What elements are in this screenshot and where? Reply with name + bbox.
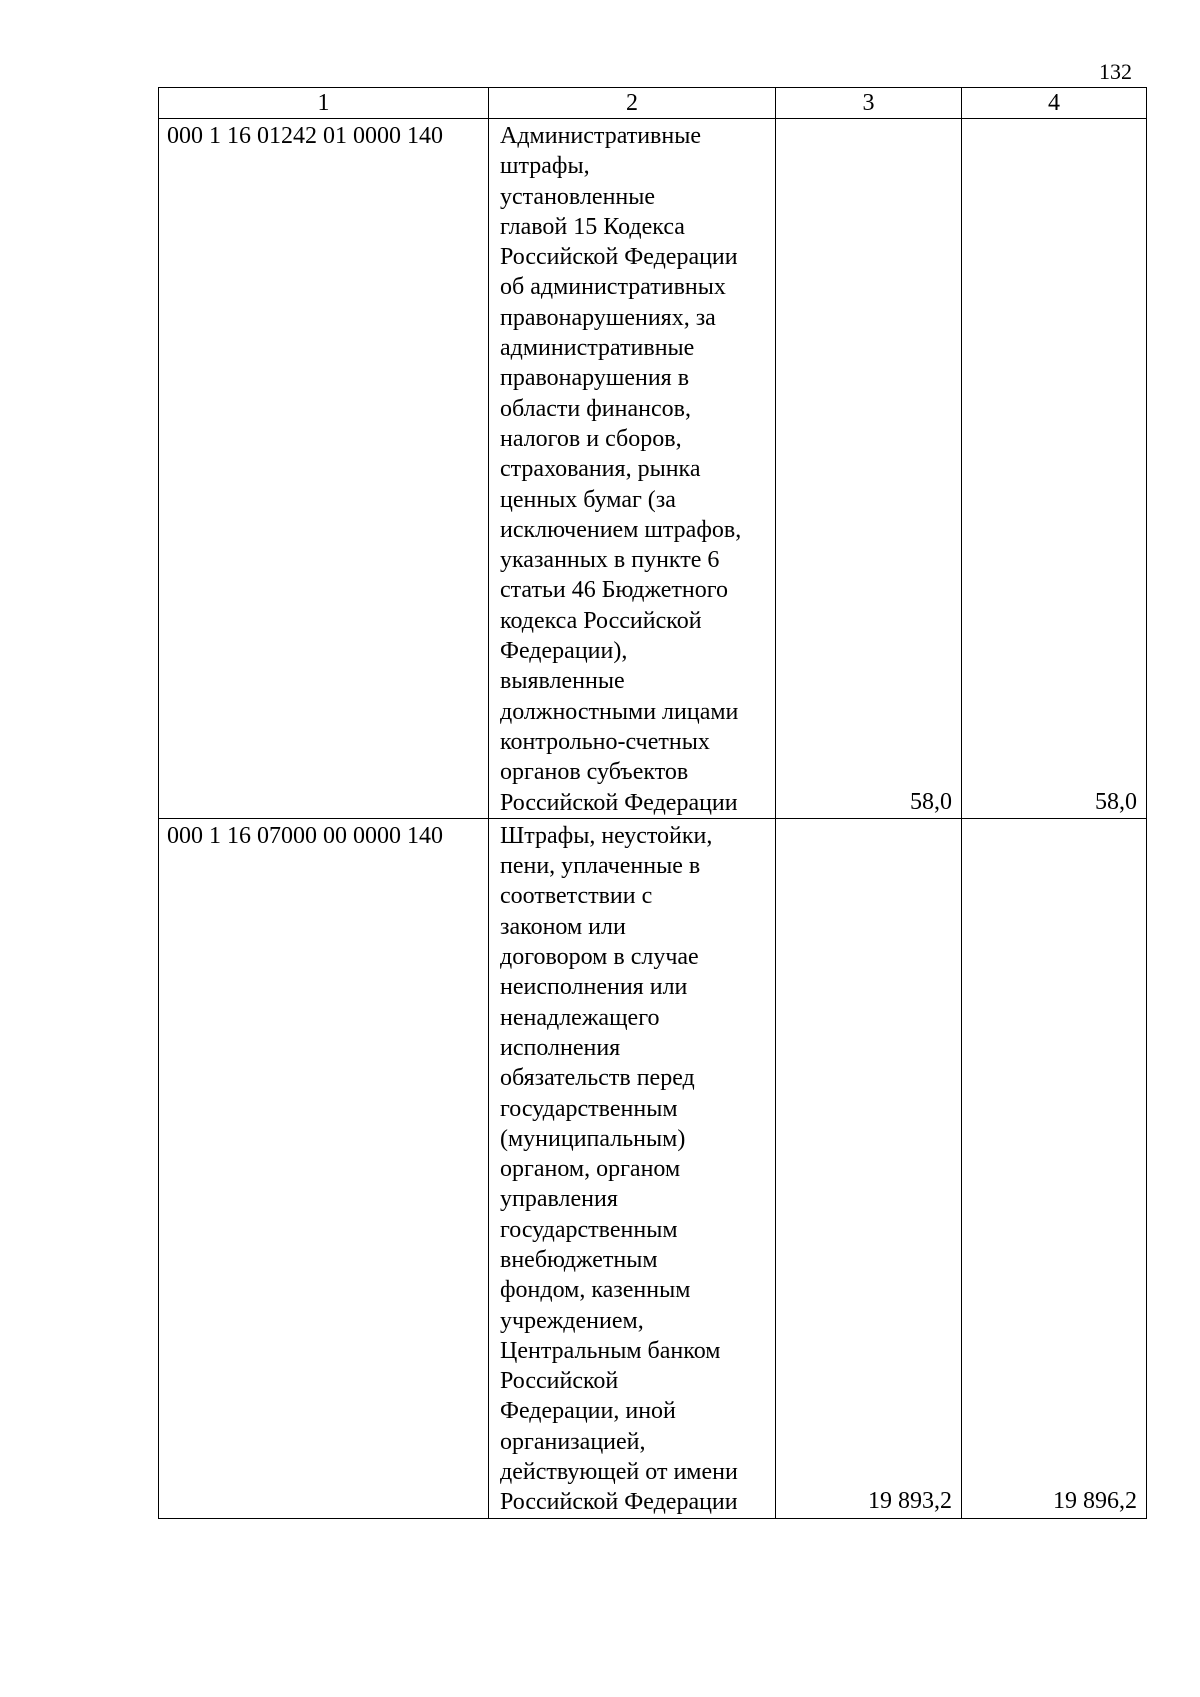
income-name-line: обязательств перед xyxy=(500,1065,695,1092)
income-name-line: ценных бумаг (за xyxy=(500,486,676,513)
income-name-line: правонарушениях, за xyxy=(500,304,716,331)
income-name-line: Российской Федерации xyxy=(500,789,738,816)
income-name-line: штрафы, xyxy=(500,153,590,180)
income-name-line: указанных в пункте 6 xyxy=(500,547,720,574)
income-name-line: государственным xyxy=(500,1095,678,1122)
income-name-line: выявленные xyxy=(500,668,625,695)
income-name-line: фондом, казенным xyxy=(500,1277,691,1304)
income-name-line: Федерации, иной xyxy=(500,1398,676,1425)
budget-code-cell: 000 1 16 07000 00 0000 140 xyxy=(159,818,489,1518)
income-name-line: соответствии с xyxy=(500,883,653,910)
income-name-line: неисполнения или xyxy=(500,974,688,1001)
income-name-line: Российской Федерации xyxy=(500,1489,738,1516)
income-name-line: административные xyxy=(500,335,695,362)
income-name-line: учреждением, xyxy=(500,1307,644,1334)
income-name-line: органом, органом xyxy=(500,1156,681,1183)
income-name-line: контрольно-счетных xyxy=(500,728,710,755)
table-row xyxy=(159,119,1147,819)
income-name-line: кодекса Российской xyxy=(500,607,702,634)
income-name-line: договором в случае xyxy=(500,944,699,971)
amount-col-3-cell: 58,0 xyxy=(776,119,962,819)
income-name-line: законом или xyxy=(500,913,626,940)
income-name-line: исполнения xyxy=(500,1034,621,1061)
income-name-line: Штрафы, неустойки, xyxy=(500,822,713,849)
income-name-line: налогов и сборов, xyxy=(500,425,682,452)
table-header-row xyxy=(159,88,1147,119)
income-name-line: главой 15 Кодекса xyxy=(500,213,685,240)
income-name-line: внебюджетным xyxy=(500,1246,658,1273)
income-name-line: области финансов, xyxy=(500,395,691,422)
income-name-line: исключением штрафов, xyxy=(500,516,742,543)
income-name-line: Федерации), xyxy=(500,638,628,665)
header-col-2: 2 xyxy=(489,88,776,119)
income-name-cell xyxy=(489,818,776,1518)
income-name-line: действующей от имени xyxy=(500,1459,738,1486)
income-name-line: Российской xyxy=(500,1368,619,1395)
amount-col-4-cell: 19 896,2 xyxy=(962,818,1147,1518)
amount-col-4-cell: 58,0 xyxy=(962,119,1147,819)
income-name-line: Российской Федерации xyxy=(500,244,738,271)
income-name-line: Центральным банком xyxy=(500,1337,721,1364)
income-name-line: ненадлежащего xyxy=(500,1004,660,1031)
income-name-line: (муниципальным) xyxy=(500,1125,686,1152)
budget-table xyxy=(158,87,1147,1519)
income-name-line: пени, уплаченные в xyxy=(500,853,701,880)
budget-code-cell: 000 1 16 01242 01 0000 140 xyxy=(159,119,489,819)
income-name-line: установленные xyxy=(500,183,656,210)
amount-col-3-cell: 19 893,2 xyxy=(776,818,962,1518)
income-name-line: государственным xyxy=(500,1216,678,1243)
table-row xyxy=(159,818,1147,1518)
page-number: 132 xyxy=(1099,59,1132,84)
header-col-4: 4 xyxy=(962,88,1147,119)
income-name-line: организацией, xyxy=(500,1428,646,1455)
income-name-line: органов субъектов xyxy=(500,759,689,786)
income-name-cell xyxy=(489,119,776,819)
income-name-line: Административные xyxy=(500,123,702,149)
income-name-line: правонарушения в xyxy=(500,365,690,392)
income-name-line: статьи 46 Бюджетного xyxy=(500,577,728,604)
income-name-line: об административных xyxy=(500,274,726,301)
income-name-line: должностными лицами xyxy=(500,698,739,725)
income-name-line: управления xyxy=(500,1186,618,1213)
header-col-1: 1 xyxy=(159,88,489,119)
header-col-3: 3 xyxy=(776,88,962,119)
income-name-line: страхования, рынка xyxy=(500,456,701,483)
